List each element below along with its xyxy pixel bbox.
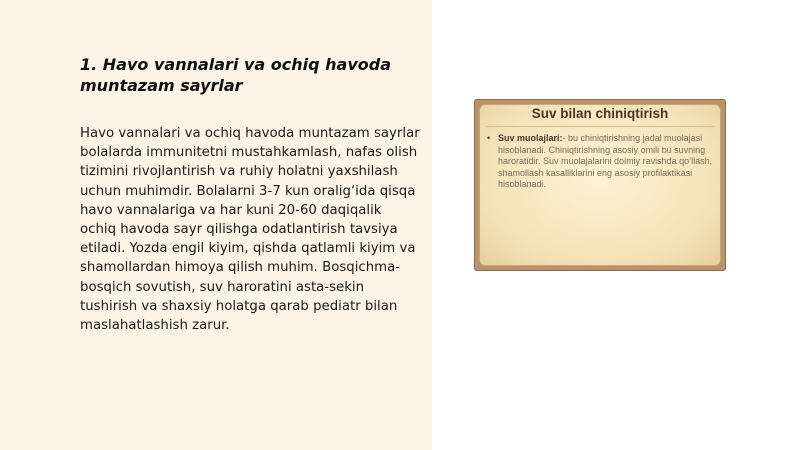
slide-image-parchment [479,104,721,266]
slide-image-paragraph [498,133,715,191]
section-body-text: Havo vannalari va ochiq havoda muntazam sayrlar bolalarda immunitetni mustahkamlash, nafas olish tizimini rivojlantirish va ruhiy holatni yaxshilash uchun muhimdir. Bolalarni 3-7 kun oralig‘ida qisqa havo vannalariga va har kuni 20-60 daqiqalik ochiq havoda sayr qilishga odatlantirish tavsiya etiladi. Yozda engil kiyim, qishda qatlamli kiyim va shamollardan himoya qilish muhim. Bosqichma-bosqich sovutish, suv haroratini asta-sekin tushirish va shaxsiy holatga qarab pediatr bilan maslahatlashish zarur. [80,126,420,334]
slide-image-bullet-label: Suv muolajlari: [498,133,563,143]
slide-image-body [487,133,715,191]
slide-image-divider [486,126,714,127]
slide-image-bullet-text: - bu chiniqtirishning jadal muolajasi hisoblanadi. Chiniqtirishning asosiy omili bu suvning haroratidir. Suv muolajalarini doimiy ravishda qo‘llash, shamollash kasalliklarini eng asosiy profilaktikasi hisoblanadi. [498,133,713,190]
slide-image-frame [474,99,726,271]
bullet-icon: • [487,133,491,143]
slide-image-title: Suv bilan chiniqtirish [531,106,669,121]
section-heading: 1. Havo vannalari va ochiq havoda muntazam sayrlar [80,55,392,95]
